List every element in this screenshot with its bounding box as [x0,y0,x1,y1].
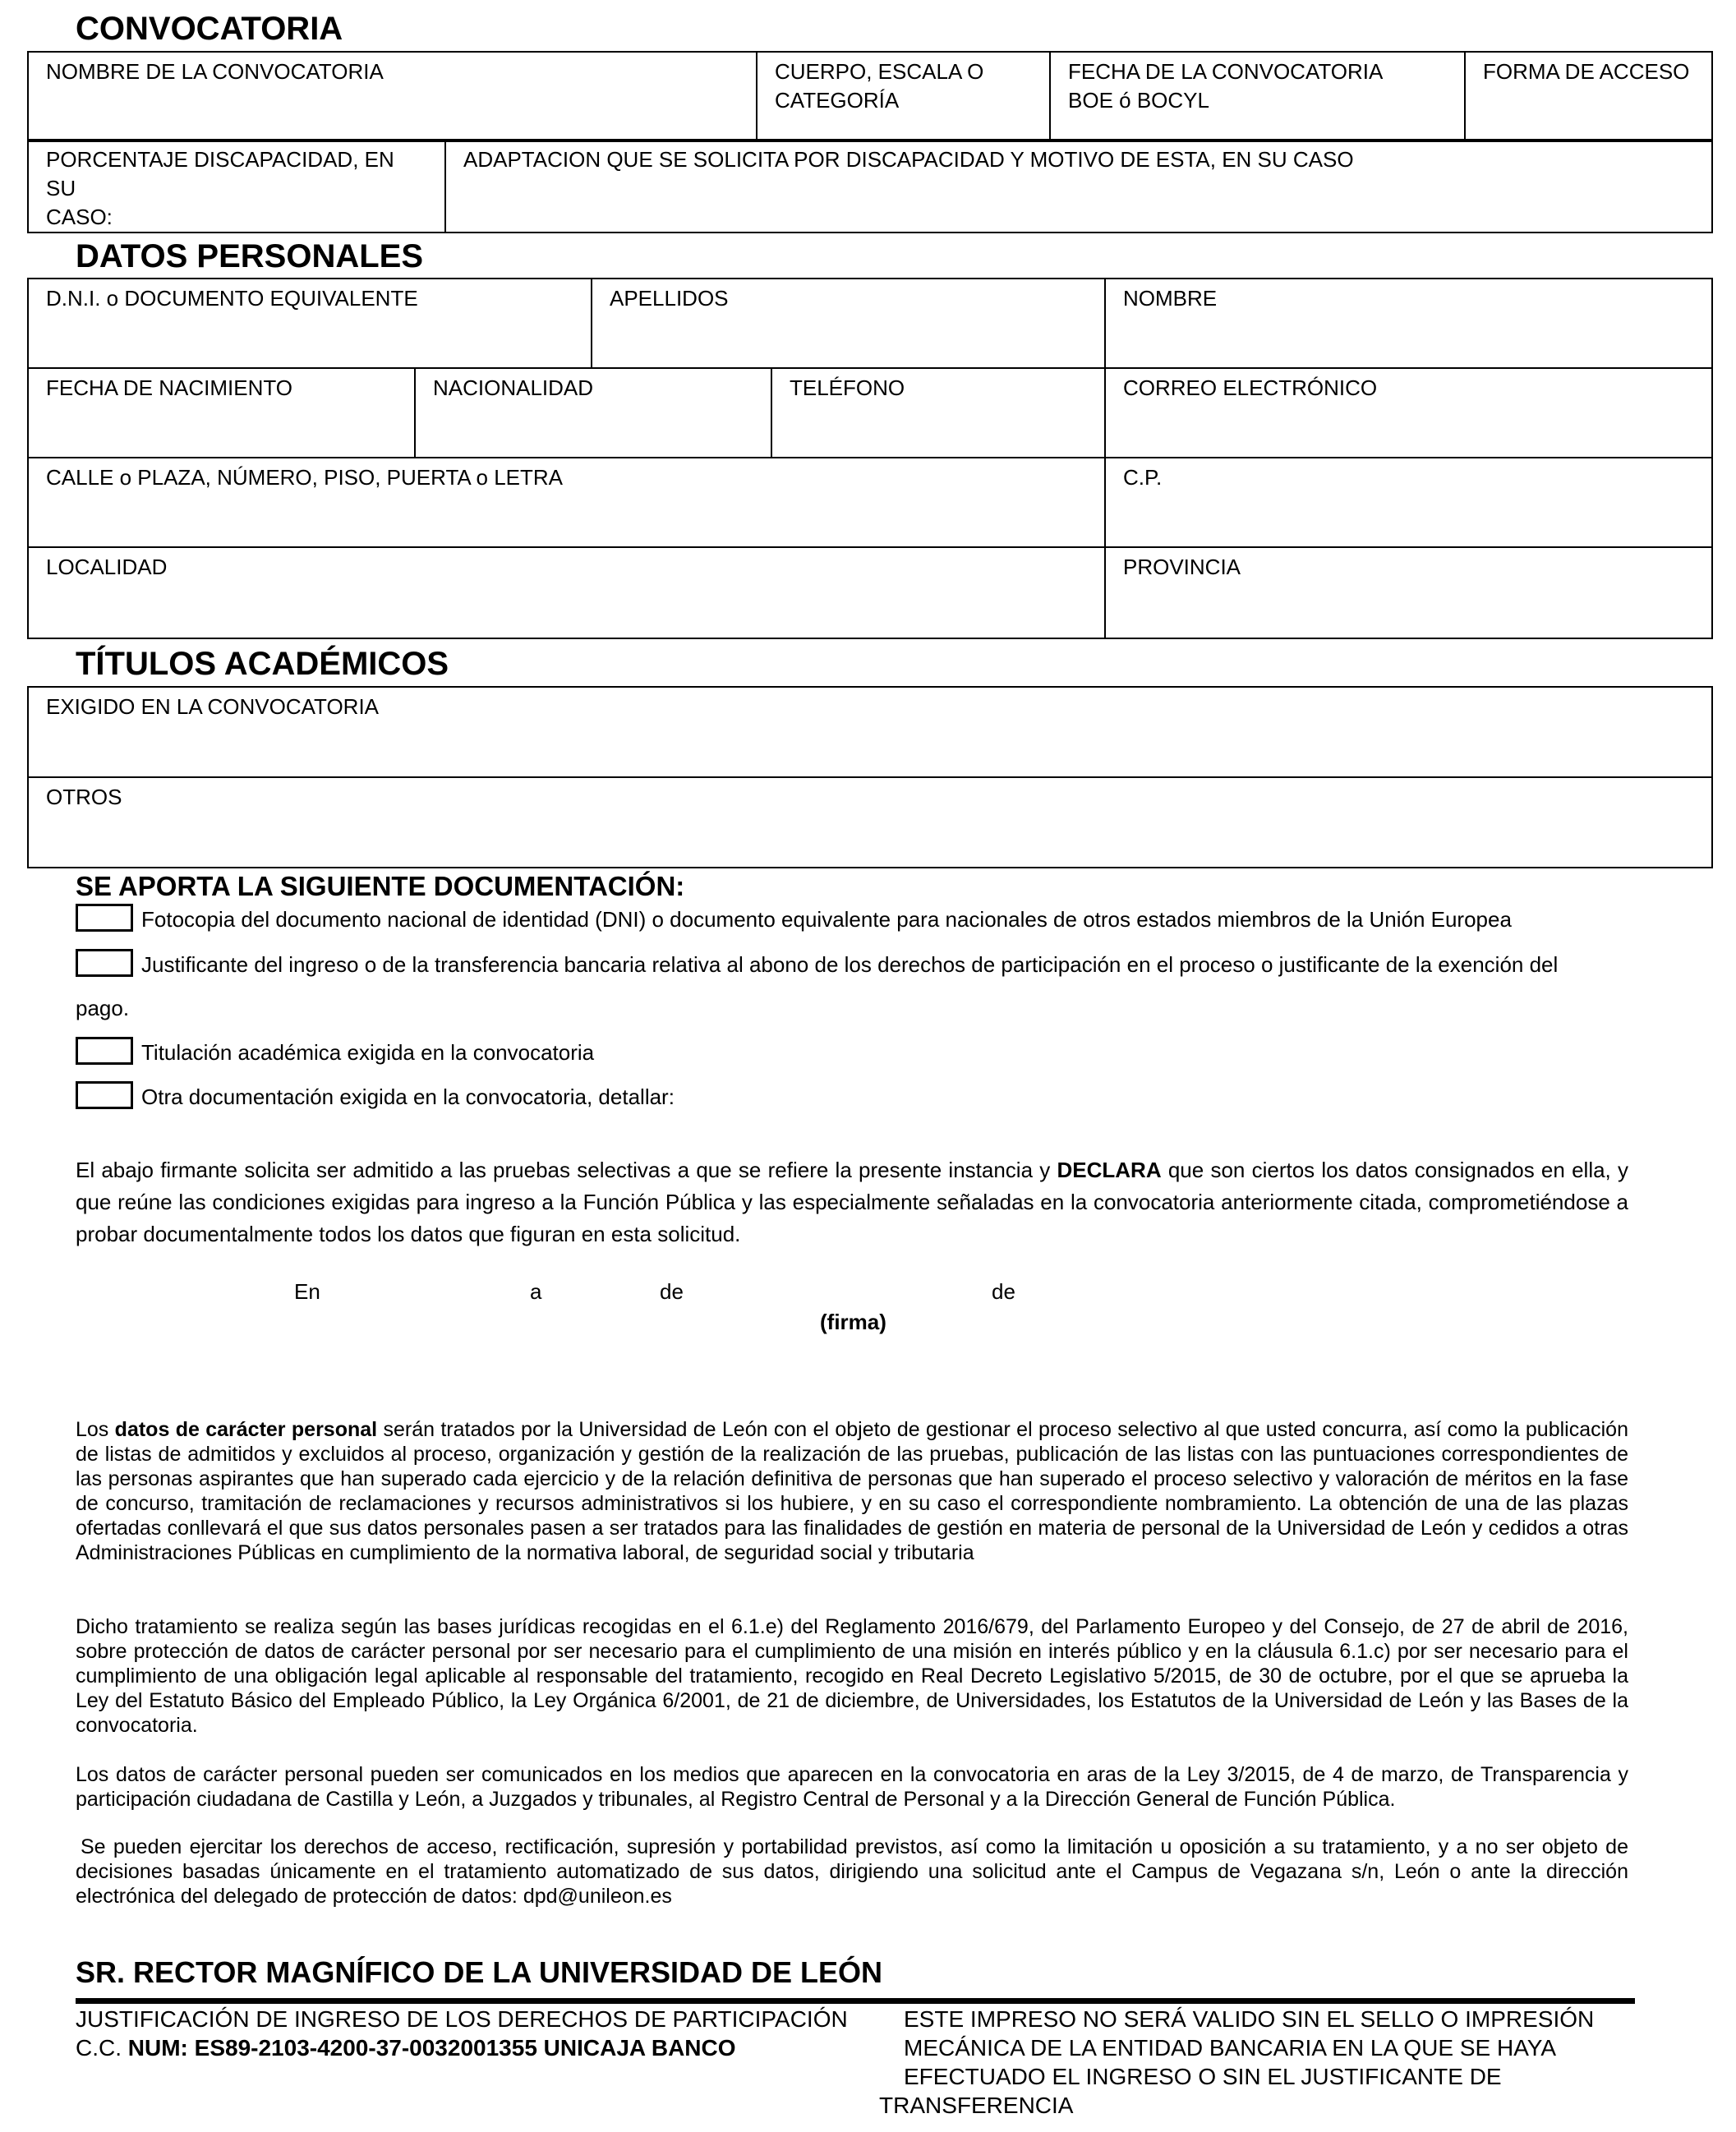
doc-item-justificante-label: Justificante del ingreso o de la transferencia bancaria relativa al abono de los derechos de participación en el proceso o justificante de la exención del [141,952,1559,977]
correo-label: CORREO ELECTRÓNICO [1123,375,1378,400]
cuerpo-escala-label-1: CUERPO, ESCALA O [775,59,984,84]
telefono-field[interactable] [771,368,1105,458]
porcentaje-discapacidad-field[interactable] [28,140,445,233]
correo-field[interactable] [1105,368,1712,458]
proteccion-p1-post: serán tratados por la Universidad de León con el objeto de gestionar el proceso selectivo al que usted concurra, así como la publicación de listas de admitidos y excluidos al proceso, organización y gestión de la realización de las pruebas, publicación de las listas con las puntuaciones correspondientes de las personas aspirantes que han superado cada ejercicio y de la relación definitiva de personas que han superado el proceso selectivo y valoración de méritos en la fase de concurso, tramitación de reclamaciones y recursos administrativos si los hubiere, y en su caso el correspondiente nombramiento. La obtención de una de las plazas ofertadas conllevará el que sus datos personales pasen a ser tratados para las finalidades de gestión en materia de personal de la Universidad de León y cedidos a otras Administraciones Públicas en cumplimiento de la normativa laboral, de seguridad social y tributaria [76,1418,1628,1564]
cuerpo-escala-field[interactable] [757,52,1050,141]
section-title-convocatoria: CONVOCATORIA [76,11,343,47]
aviso-block [879,2005,1594,2120]
fecha-convocatoria-label-2: BOE ó BOCYL [1068,88,1209,113]
titulos-table [27,686,1713,868]
firma-en: En [294,1279,320,1304]
cp-field[interactable] [1105,458,1712,547]
calle-field[interactable] [28,458,1105,547]
aviso-line-1: ESTE IMPRESO NO SERÁ VALIDO SIN EL SELLO O IMPRESIÓN [904,2006,1595,2032]
doc-checkbox-justificante[interactable] [76,949,133,977]
forma-acceso-label: FORMA DE ACCESO [1483,59,1690,84]
firma-a: a [530,1279,542,1304]
datos-row-4 [27,546,1713,639]
adaptacion-field[interactable] [445,140,1712,233]
proteccion-p1-pre: Los [76,1418,115,1441]
declaracion-post: que son ciertos los datos consignados en ella, y que reúne las condiciones exigidas para ingreso a la Función Pública y las especialmente señaladas en la convocatoria anteriormente citada, comprometiéndose a probar documentalmente todos los datos que figuran en esta solicitud. [76,1158,1629,1246]
firma-de-1: de [660,1279,684,1304]
cc-number: NUM: ES89-2103-4200-37-0032001355 UNICAJA BANCO [127,2035,736,2061]
declaracion-pre: El abajo firmante solicita ser admitido a las pruebas selectivas a que se refiere la presente instancia y [76,1158,1057,1182]
cp-label: C.P. [1123,465,1163,490]
aviso-line-4: TRANSFERENCIA [879,2093,1074,2118]
declaracion-paragraph [76,1154,1628,1250]
doc-item-titulacion-label: Titulación académica exigida en la convocatoria [141,1040,595,1065]
doc-checkbox-otra[interactable] [76,1081,133,1109]
section-title-titulos: TÍTULOS ACADÉMICOS [76,646,449,682]
doc-item-dni-label: Fotocopia del documento nacional de identidad (DNI) o documento equivalente para nacionales de otros estados miembros de la Unión Europea [141,907,1512,932]
adaptacion-label: ADAPTACION QUE SE SOLICITA POR DISCAPACIDAD Y MOTIVO DE ESTA, EN SU CASO [463,147,1354,172]
cc-label: C.C. [76,2035,128,2061]
datos-row-2 [27,367,1713,458]
datos-row-3 [27,457,1713,548]
titulo-exigido-field[interactable] [28,687,1712,777]
nombre-convocatoria-field[interactable] [28,52,757,141]
apellidos-field[interactable] [592,279,1105,368]
localidad-label: LOCALIDAD [46,555,168,579]
convocatoria-table [27,51,1713,142]
proteccion-p2: Dicho tratamiento se realiza según las bases jurídicas recogidas en el 6.1.e) del Reglamento 2016/679, del Parlamento Europeo y del Consejo, de 27 de abril de 2016, sobre protección de datos de carácter personal por ser necesario para el cumplimiento de una misión en interés público y en la cláusula 6.1.c) por ser necesario para el cumplimiento de una obligación legal aplicable al responsable del tratamiento, recogido en Real Decreto Legislativo 5/2015, de 30 de octubre, por el que se aprueba la Ley del Estatuto Básico del Empleado Público, la Ley Orgánica 6/2001, de 21 de diciembre, de Universidades, los Estatutos de la Universidad de León y las Bases de la convocatoria. [76,1615,1628,1737]
provincia-field[interactable] [1105,547,1712,638]
doc-item-justificante-cont: pago. [76,996,130,1020]
fecha-convocatoria-field[interactable] [1050,52,1465,141]
firma-de-2: de [992,1279,1015,1304]
fecha-nacimiento-field[interactable] [28,368,415,458]
nacionalidad-label: NACIONALIDAD [433,375,594,400]
fecha-convocatoria-label-1: FECHA DE LA CONVOCATORIA [1068,59,1384,84]
calle-label: CALLE o PLAZA, NÚMERO, PISO, PUERTA o LETRA [46,465,564,490]
doc-item-otra-label: Otra documentación exigida en la convocatoria, detallar: [141,1084,675,1109]
forma-acceso-field[interactable] [1465,52,1712,141]
titulo-otros-label: OTROS [46,785,122,809]
titulo-exigido-label: EXIGIDO EN LA CONVOCATORIA [46,694,380,719]
justificacion-title: JUSTIFICACIÓN DE INGRESO DE LOS DERECHOS DE PARTICIPACIÓN [76,2006,848,2032]
aviso-line-3: EFECTUADO EL INGRESO O SIN EL JUSTIFICANTE DE [904,2064,1502,2089]
cuenta-corriente [76,2033,848,2062]
bottom-rule [76,1998,1635,2004]
datos-row-1 [27,278,1713,369]
discapacidad-table [27,139,1713,233]
dni-field[interactable] [28,279,592,368]
proteccion-p4: Se pueden ejercitar los derechos de acceso, rectificación, supresión y portabilidad previstos, así como la limitación u oposición a su tratamiento, y a no ser objeto de decisiones basadas únicamente en el tratamiento automatizado de sus datos, dirigiendo una solicitud ante el Campus de Vegazana s/n, León o ante la dirección electrónica del delegado de protección de datos: dpd@unileon.es [76,1835,1628,1908]
localidad-field[interactable] [28,547,1105,638]
proteccion-p3: Los datos de carácter personal pueden ser comunicados en los medios que aparecen en la convocatoria en aras de la Ley 3/2015, de 4 de marzo, de Transparencia y participación ciudadana de Castilla y León, a Juzgados y tribunales, al Registro Central de Personal y a la Dirección General de Función Pública. [76,1763,1628,1811]
cuerpo-escala-label-2: CATEGORÍA [775,88,900,113]
rector-addressee: SR. RECTOR MAGNÍFICO DE LA UNIVERSIDAD DE LEÓN [76,1955,883,1989]
doc-checkbox-titulacion[interactable] [76,1037,133,1065]
aviso-line-2: MECÁNICA DE LA ENTIDAD BANCARIA EN LA QUE SE HAYA [904,2035,1557,2061]
dni-label: D.N.I. o DOCUMENTO EQUIVALENTE [46,286,418,311]
nombre-field[interactable] [1105,279,1712,368]
proteccion-p1-bold: datos de carácter personal [114,1418,378,1441]
justificacion-block [76,2005,848,2062]
proteccion-p1 [76,1417,1628,1565]
doc-checkbox-dni[interactable] [76,904,133,932]
firma-label: (firma) [820,1310,886,1334]
titulo-otros-field[interactable] [28,777,1712,868]
provincia-label: PROVINCIA [1123,555,1241,579]
nombre-label: NOMBRE [1123,286,1218,311]
fecha-nacimiento-label: FECHA DE NACIMIENTO [46,375,293,400]
section-title-documentacion: SE APORTA LA SIGUIENTE DOCUMENTACIÓN: [76,871,685,901]
declaracion-bold: DECLARA [1057,1158,1162,1182]
porcentaje-label-2: CASO: [46,205,113,229]
section-title-datos-personales: DATOS PERSONALES [76,238,424,274]
apellidos-label: APELLIDOS [610,286,729,311]
nombre-convocatoria-label: NOMBRE DE LA CONVOCATORIA [46,59,384,84]
porcentaje-label-1: PORCENTAJE DISCAPACIDAD, EN SU [46,147,394,200]
telefono-label: TELÉFONO [790,375,905,400]
nacionalidad-field[interactable] [415,368,771,458]
